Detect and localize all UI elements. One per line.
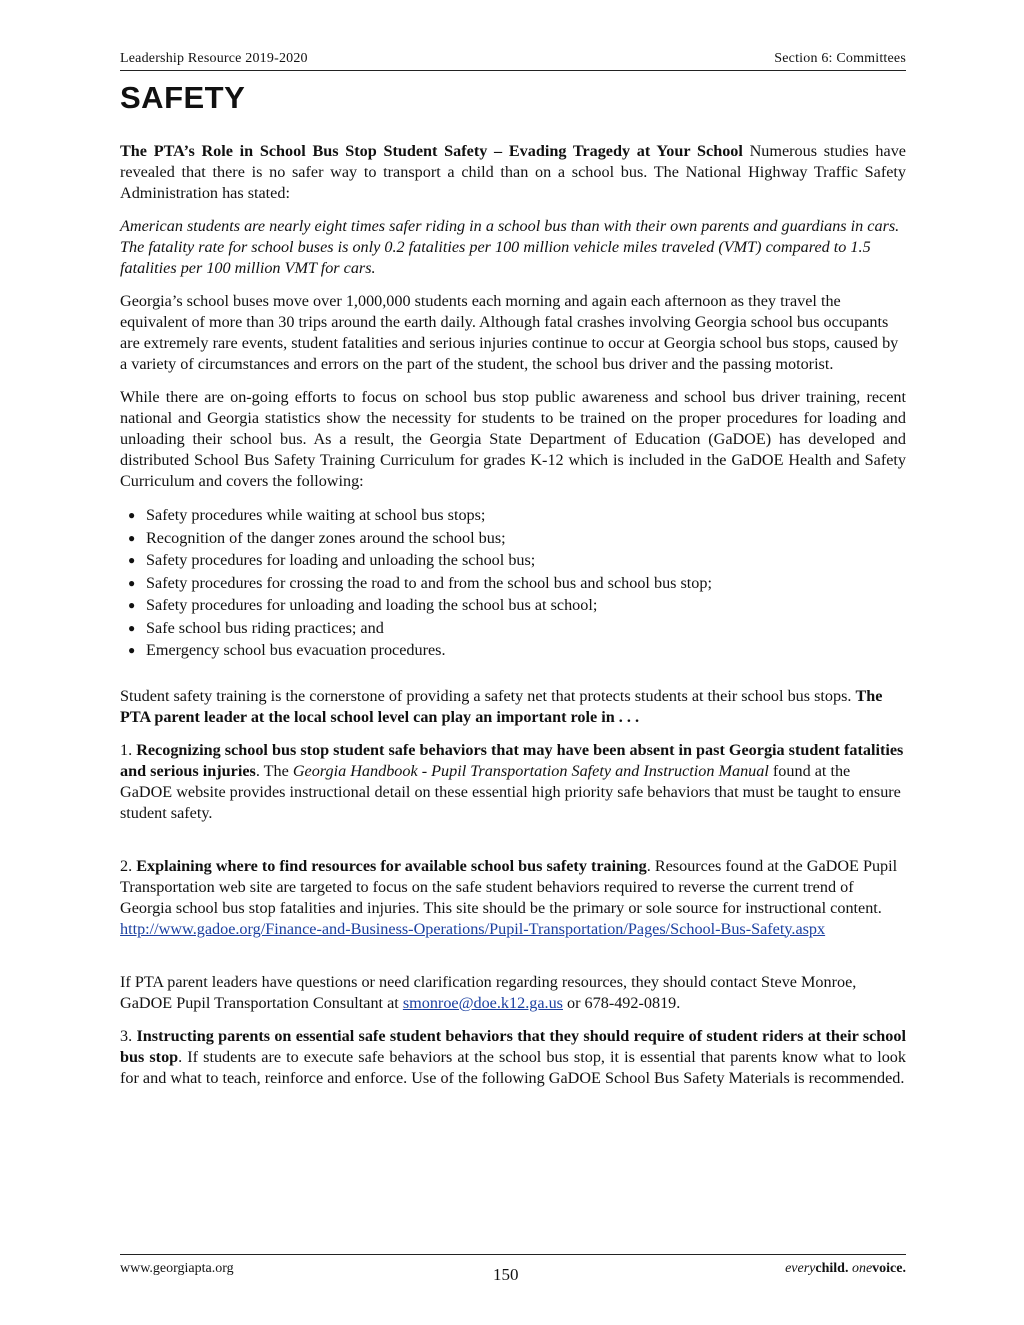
spacer xyxy=(120,952,906,972)
page-header xyxy=(120,50,906,71)
contact-email-link[interactable]: smonroe@doe.k12.ga.us xyxy=(402,993,563,1012)
georgia-paragraph: Georgia’s school buses move over 1,000,000 students each morning and again each afternoon as they travel the equivalent of more than 30 trips around the earth daily. Although fatal crashes involving Georgia school bus occupants are extremely rare events, student fatalities and serious injuries continue to occur at Georgia school bus stops, caused by a variety of circumstances and errors on the part of the student, the school bus driver and the passing motorist. xyxy=(120,292,899,373)
slogan-every: every xyxy=(785,1261,816,1276)
page-number: 150 xyxy=(493,1265,519,1284)
list-item xyxy=(120,527,906,550)
list-item-text: Safety procedures for loading and unloading the school bus; xyxy=(146,551,536,569)
list-item xyxy=(120,572,906,595)
slogan-one: one xyxy=(848,1261,873,1276)
item-1-number: 1. xyxy=(120,740,137,759)
list-item-text: Safety procedures while waiting at school bus stops; xyxy=(146,506,486,524)
item-1-text-continued: found at the GaDOE website provides instructional detail on these essential high priority safe behaviors that must be taught to ensure student safety. xyxy=(120,761,901,822)
cornerstone-bold-text: The PTA parent leader at the local school level can play an important role in . . . xyxy=(120,686,883,726)
intro-text: Numerous studies have revealed that there is no safer way to transport a child than on a school bus. The National Highway Traffic Safety Administration has stated: xyxy=(120,142,906,202)
list-item-text: Recognition of the danger zones around the school bus; xyxy=(146,528,506,547)
contact-paragraph xyxy=(120,972,906,1014)
list-item-text: Safety procedures for crossing the road to and from the school bus and school bus stop; xyxy=(146,573,712,592)
header-right-text: Section 6: Committees xyxy=(774,51,906,66)
gadoe-bus-safety-link[interactable]: http://www.gadoe.org/Finance-and-Business-Operations/Pupil-Transportation/Pages/School-Bus-Safety.aspx xyxy=(120,919,826,938)
footer-website: www.georgiapta.org xyxy=(120,1261,234,1276)
slogan-voice: voice. xyxy=(872,1261,906,1276)
cornerstone-text: Student safety training is the cornerstone of providing a safety net that protects students at their school bus stops. xyxy=(120,686,856,705)
efforts-paragraph: While there are on-going efforts to focus on school bus stop public awareness and school bus driver training, recent national and Georgia statistics show the necessity for students to be trained on the proper procedures for loading and unloading their school bus. As a result, the Georgia State Department of Education (GaDOE) has developed and distributed School Bus Safety Training Curriculum for grades K-12 which is included in the GaDOE Health and Safety Curriculum and covers the following: xyxy=(120,388,906,490)
intro-paragraph xyxy=(120,141,906,204)
bullet-icon: ● xyxy=(128,553,136,567)
document-body xyxy=(120,141,906,1101)
list-item xyxy=(120,504,906,527)
page-footer xyxy=(120,1254,906,1284)
item-1-heading: Recognizing school bus stop student safe behaviors that may have been absent in past Georgia student fatalities and serious injuries xyxy=(120,740,904,780)
item-3-heading: Instructing parents on essential safe student behaviors that they should require of student riders at their school bus stop xyxy=(120,1026,906,1066)
bullet-icon: ● xyxy=(128,643,136,657)
curriculum-list xyxy=(120,504,906,662)
list-item-text: Safety procedures for unloading and loading the school bus at school; xyxy=(146,596,598,614)
spacer xyxy=(120,674,906,686)
item-2-paragraph xyxy=(120,856,906,940)
contact-phone-text: or 678-492-0819. xyxy=(562,993,681,1012)
item-1-paragraph xyxy=(120,740,906,824)
item-2-number: 2. xyxy=(120,856,137,875)
item-3-paragraph xyxy=(120,1026,906,1089)
bullet-icon: ● xyxy=(128,620,136,635)
bullet-icon: ● xyxy=(128,530,136,545)
item-1-text: . The xyxy=(255,761,293,780)
bullet-icon: ● xyxy=(128,575,136,590)
item-2-heading: Explaining where to find resources for available school bus safety training xyxy=(136,856,647,875)
slogan-child: child. xyxy=(815,1261,849,1276)
list-item-text: Emergency school bus evacuation procedures. xyxy=(146,641,446,659)
list-item xyxy=(120,594,906,617)
list-item xyxy=(120,617,906,640)
item-3-number: 3. xyxy=(120,1026,137,1045)
list-item-text: Safe school bus riding practices; and xyxy=(146,618,384,637)
nhtsa-quote: American students are nearly eight times safer riding in a school bus than with their own parents and guardians in cars. The fatality rate for school buses is only 0.2 fatalities per 100 million vehicle miles traveled (VMT) compared to 1.5 fatalities per 100 million VMT for cars. xyxy=(120,217,900,277)
cornerstone-paragraph xyxy=(120,686,906,728)
spacer xyxy=(120,836,906,856)
header-left-text: Leadership Resource 2019-2020 xyxy=(120,51,308,66)
page-title: SAFETY xyxy=(120,80,246,115)
intro-heading: The PTA’s Role in School Bus Stop Student Safety – Evading Tragedy at Your School xyxy=(120,142,743,160)
list-item xyxy=(120,639,906,662)
bullet-icon: ● xyxy=(128,508,136,522)
bullet-icon: ● xyxy=(128,598,136,612)
footer-slogan xyxy=(785,1261,906,1277)
item-3-text: . If students are to execute safe behaviors at the school bus stop, it is essential that parents know what to look for and what to teach, reinforce and enforce. Use of the following GaDOE School Bus Safety Materials is recommended. xyxy=(120,1047,906,1087)
item-2-text: . Resources found at the GaDOE Pupil Transportation web site are targeted to focus on the safe student behaviors required to reverse the current trend of Georgia school bus stop fatalities and injuries. This site should be the primary or sole source for instructional content. xyxy=(120,856,898,917)
list-item xyxy=(120,549,906,572)
item-1-handbook-title: Georgia Handbook - Pupil Transportation Safety and Instruction Manual xyxy=(292,761,769,780)
contact-text: If PTA parent leaders have questions or need clarification regarding resources, they should contact Steve Monroe, GaDOE Pupil Transportation Consultant at xyxy=(120,972,857,1012)
